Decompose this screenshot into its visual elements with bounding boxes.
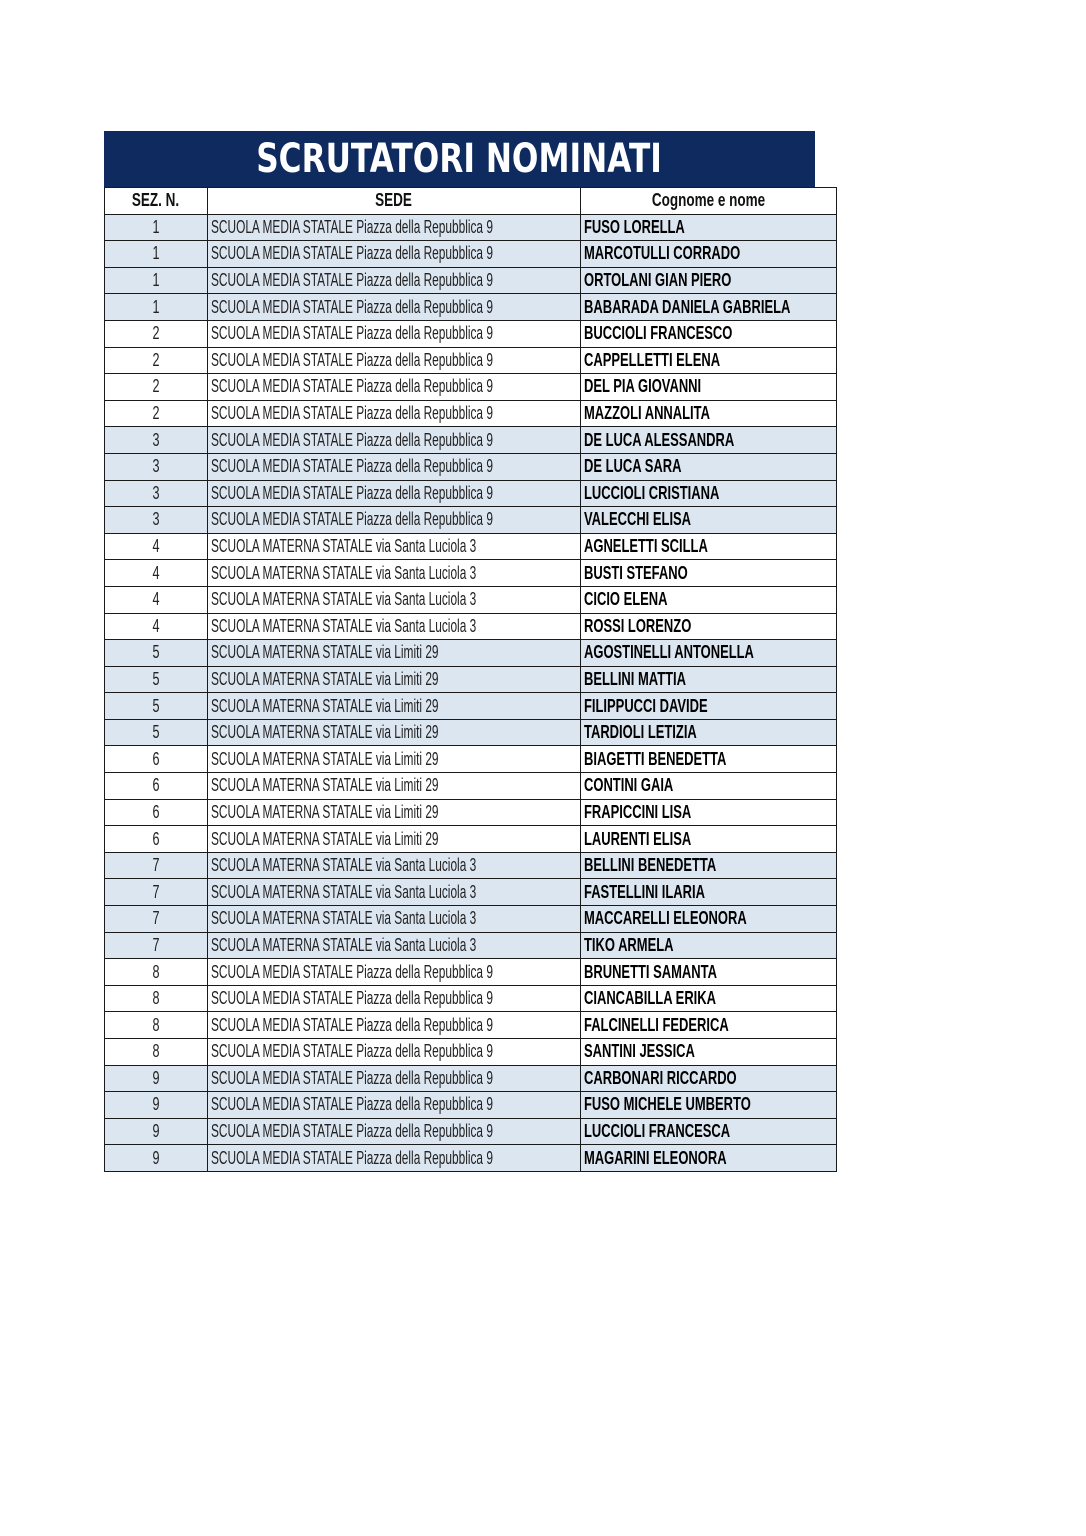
header-sez: SEZ. N. bbox=[105, 188, 208, 215]
section-number-cell: 7 bbox=[105, 932, 208, 959]
officer-name-cell: MAZZOLI ANNALITA bbox=[581, 400, 837, 427]
officer-name-cell: MAGARINI ELEONORA bbox=[581, 1145, 837, 1172]
table-row bbox=[105, 586, 837, 613]
section-number-cell: 3 bbox=[105, 427, 208, 454]
table-row bbox=[105, 985, 837, 1012]
section-number-cell: 7 bbox=[105, 852, 208, 879]
polling-place-cell: SCUOLA MATERNA STATALE via Limiti 29 bbox=[208, 640, 581, 667]
officer-name-cell: CARBONARI RICCARDO bbox=[581, 1065, 837, 1092]
polling-place-cell: SCUOLA MEDIA STATALE Piazza della Repubblica 9 bbox=[208, 427, 581, 454]
polling-place-cell: SCUOLA MATERNA STATALE via Santa Luciola 3 bbox=[208, 852, 581, 879]
section-number-cell: 3 bbox=[105, 480, 208, 507]
table-row bbox=[105, 693, 837, 720]
officer-name-cell: BRUNETTI SAMANTA bbox=[581, 959, 837, 986]
table-row bbox=[105, 959, 837, 986]
section-number-cell: 9 bbox=[105, 1065, 208, 1092]
officer-name-cell: CIANCABILLA ERIKA bbox=[581, 985, 837, 1012]
section-number-cell: 2 bbox=[105, 320, 208, 347]
header-sede: SEDE bbox=[208, 188, 581, 215]
table-row bbox=[105, 1039, 837, 1066]
section-number-cell: 6 bbox=[105, 826, 208, 853]
section-number-cell: 5 bbox=[105, 693, 208, 720]
polling-place-cell: SCUOLA MATERNA STATALE via Limiti 29 bbox=[208, 746, 581, 773]
table-row bbox=[105, 427, 837, 454]
officer-name-cell: LUCCIOLI FRANCESCA bbox=[581, 1118, 837, 1145]
table-row bbox=[105, 347, 837, 374]
table-row bbox=[105, 374, 837, 401]
section-number-cell: 1 bbox=[105, 294, 208, 321]
polling-place-cell: SCUOLA MATERNA STATALE via Limiti 29 bbox=[208, 693, 581, 720]
table-row bbox=[105, 320, 837, 347]
polling-place-cell: SCUOLA MEDIA STATALE Piazza della Repubblica 9 bbox=[208, 507, 581, 534]
table-row bbox=[105, 560, 837, 587]
polling-place-cell: SCUOLA MEDIA STATALE Piazza della Repubblica 9 bbox=[208, 1039, 581, 1066]
officer-name-cell: BUSTI STEFANO bbox=[581, 560, 837, 587]
table-body bbox=[105, 214, 837, 1171]
section-number-cell: 2 bbox=[105, 400, 208, 427]
officer-name-cell: LUCCIOLI CRISTIANA bbox=[581, 480, 837, 507]
section-number-cell: 7 bbox=[105, 906, 208, 933]
table-row bbox=[105, 241, 837, 268]
polling-place-cell: SCUOLA MEDIA STATALE Piazza della Repubblica 9 bbox=[208, 959, 581, 986]
officer-name-cell: FUSO LORELLA bbox=[581, 214, 837, 241]
section-number-cell: 4 bbox=[105, 613, 208, 640]
section-number-cell: 9 bbox=[105, 1145, 208, 1172]
section-number-cell: 5 bbox=[105, 719, 208, 746]
officer-name-cell: FILIPPUCCI DAVIDE bbox=[581, 693, 837, 720]
polling-place-cell: SCUOLA MEDIA STATALE Piazza della Repubblica 9 bbox=[208, 400, 581, 427]
table-row bbox=[105, 666, 837, 693]
polling-place-cell: SCUOLA MEDIA STATALE Piazza della Repubblica 9 bbox=[208, 480, 581, 507]
section-number-cell: 8 bbox=[105, 1012, 208, 1039]
officer-name-cell: DE LUCA SARA bbox=[581, 453, 837, 480]
section-number-cell: 2 bbox=[105, 347, 208, 374]
table-row bbox=[105, 906, 837, 933]
table-header-row bbox=[105, 188, 837, 215]
document-title-bar bbox=[104, 131, 815, 187]
table-row bbox=[105, 480, 837, 507]
officer-name-cell: ORTOLANI GIAN PIERO bbox=[581, 267, 837, 294]
officer-name-cell: FRAPICCINI LISA bbox=[581, 799, 837, 826]
section-number-cell: 1 bbox=[105, 241, 208, 268]
polling-place-cell: SCUOLA MEDIA STATALE Piazza della Repubblica 9 bbox=[208, 985, 581, 1012]
section-number-cell: 2 bbox=[105, 374, 208, 401]
polling-place-cell: SCUOLA MATERNA STATALE via Limiti 29 bbox=[208, 719, 581, 746]
table-row bbox=[105, 214, 837, 241]
polling-place-cell: SCUOLA MEDIA STATALE Piazza della Repubblica 9 bbox=[208, 294, 581, 321]
polling-place-cell: SCUOLA MEDIA STATALE Piazza della Repubblica 9 bbox=[208, 1092, 581, 1119]
table-row bbox=[105, 799, 837, 826]
section-number-cell: 8 bbox=[105, 959, 208, 986]
table-row bbox=[105, 453, 837, 480]
polling-place-cell: SCUOLA MEDIA STATALE Piazza della Repubblica 9 bbox=[208, 347, 581, 374]
section-number-cell: 6 bbox=[105, 746, 208, 773]
polling-place-cell: SCUOLA MATERNA STATALE via Limiti 29 bbox=[208, 799, 581, 826]
section-number-cell: 3 bbox=[105, 507, 208, 534]
polling-place-cell: SCUOLA MEDIA STATALE Piazza della Repubblica 9 bbox=[208, 214, 581, 241]
officer-name-cell: BELLINI MATTIA bbox=[581, 666, 837, 693]
officer-name-cell: FUSO MICHELE UMBERTO bbox=[581, 1092, 837, 1119]
table-row bbox=[105, 613, 837, 640]
officer-name-cell: ROSSI LORENZO bbox=[581, 613, 837, 640]
polling-place-cell: SCUOLA MATERNA STATALE via Santa Luciola 3 bbox=[208, 879, 581, 906]
table-row bbox=[105, 294, 837, 321]
section-number-cell: 6 bbox=[105, 799, 208, 826]
table-row bbox=[105, 400, 837, 427]
table-row bbox=[105, 879, 837, 906]
table-row bbox=[105, 1065, 837, 1092]
polling-place-cell: SCUOLA MEDIA STATALE Piazza della Repubblica 9 bbox=[208, 1145, 581, 1172]
officer-name-cell: BIAGETTI BENEDETTA bbox=[581, 746, 837, 773]
polling-place-cell: SCUOLA MEDIA STATALE Piazza della Repubblica 9 bbox=[208, 1012, 581, 1039]
scrutatori-table bbox=[104, 187, 837, 1172]
officer-name-cell: MARCOTULLI CORRADO bbox=[581, 241, 837, 268]
officer-name-cell: BELLINI BENEDETTA bbox=[581, 852, 837, 879]
section-number-cell: 7 bbox=[105, 879, 208, 906]
table-row bbox=[105, 932, 837, 959]
scrutatori-sheet bbox=[104, 131, 815, 1172]
section-number-cell: 4 bbox=[105, 560, 208, 587]
polling-place-cell: SCUOLA MEDIA STATALE Piazza della Repubblica 9 bbox=[208, 1118, 581, 1145]
table-row bbox=[105, 852, 837, 879]
officer-name-cell: FALCINELLI FEDERICA bbox=[581, 1012, 837, 1039]
table-row bbox=[105, 1145, 837, 1172]
section-number-cell: 8 bbox=[105, 1039, 208, 1066]
officer-name-cell: DEL PIA GIOVANNI bbox=[581, 374, 837, 401]
officer-name-cell: VALECCHI ELISA bbox=[581, 507, 837, 534]
section-number-cell: 4 bbox=[105, 533, 208, 560]
officer-name-cell: AGOSTINELLI ANTONELLA bbox=[581, 640, 837, 667]
officer-name-cell: CAPPELLETTI ELENA bbox=[581, 347, 837, 374]
officer-name-cell: TARDIOLI LETIZIA bbox=[581, 719, 837, 746]
section-number-cell: 9 bbox=[105, 1118, 208, 1145]
officer-name-cell: TIKO ARMELA bbox=[581, 932, 837, 959]
polling-place-cell: SCUOLA MEDIA STATALE Piazza della Repubblica 9 bbox=[208, 267, 581, 294]
officer-name-cell: FASTELLINI ILARIA bbox=[581, 879, 837, 906]
officer-name-cell: SANTINI JESSICA bbox=[581, 1039, 837, 1066]
table-row bbox=[105, 1092, 837, 1119]
polling-place-cell: SCUOLA MATERNA STATALE via Santa Luciola 3 bbox=[208, 533, 581, 560]
officer-name-cell: BABARADA DANIELA GABRIELA bbox=[581, 294, 837, 321]
table-row bbox=[105, 773, 837, 800]
table-row bbox=[105, 267, 837, 294]
officer-name-cell: CICIO ELENA bbox=[581, 586, 837, 613]
polling-place-cell: SCUOLA MATERNA STATALE via Santa Luciola 3 bbox=[208, 613, 581, 640]
polling-place-cell: SCUOLA MATERNA STATALE via Santa Luciola 3 bbox=[208, 932, 581, 959]
section-number-cell: 6 bbox=[105, 773, 208, 800]
section-number-cell: 5 bbox=[105, 640, 208, 667]
table-row bbox=[105, 1118, 837, 1145]
polling-place-cell: SCUOLA MEDIA STATALE Piazza della Repubblica 9 bbox=[208, 320, 581, 347]
officer-name-cell: CONTINI GAIA bbox=[581, 773, 837, 800]
polling-place-cell: SCUOLA MATERNA STATALE via Limiti 29 bbox=[208, 773, 581, 800]
polling-place-cell: SCUOLA MATERNA STATALE via Santa Luciola 3 bbox=[208, 560, 581, 587]
section-number-cell: 9 bbox=[105, 1092, 208, 1119]
polling-place-cell: SCUOLA MATERNA STATALE via Limiti 29 bbox=[208, 826, 581, 853]
section-number-cell: 8 bbox=[105, 985, 208, 1012]
polling-place-cell: SCUOLA MEDIA STATALE Piazza della Repubblica 9 bbox=[208, 1065, 581, 1092]
header-name: Cognome e nome bbox=[581, 188, 837, 215]
section-number-cell: 4 bbox=[105, 586, 208, 613]
document-title: SCRUTATORI NOMINATI bbox=[256, 136, 663, 182]
table-row bbox=[105, 826, 837, 853]
polling-place-cell: SCUOLA MEDIA STATALE Piazza della Repubblica 9 bbox=[208, 241, 581, 268]
section-number-cell: 1 bbox=[105, 214, 208, 241]
section-number-cell: 5 bbox=[105, 666, 208, 693]
table-row bbox=[105, 719, 837, 746]
table-row bbox=[105, 746, 837, 773]
polling-place-cell: SCUOLA MATERNA STATALE via Santa Luciola 3 bbox=[208, 906, 581, 933]
officer-name-cell: MACCARELLI ELEONORA bbox=[581, 906, 837, 933]
polling-place-cell: SCUOLA MEDIA STATALE Piazza della Repubblica 9 bbox=[208, 453, 581, 480]
table-row bbox=[105, 533, 837, 560]
officer-name-cell: DE LUCA ALESSANDRA bbox=[581, 427, 837, 454]
polling-place-cell: SCUOLA MATERNA STATALE via Santa Luciola 3 bbox=[208, 586, 581, 613]
officer-name-cell: AGNELETTI SCILLA bbox=[581, 533, 837, 560]
officer-name-cell: LAURENTI ELISA bbox=[581, 826, 837, 853]
table-row bbox=[105, 640, 837, 667]
table-row bbox=[105, 507, 837, 534]
polling-place-cell: SCUOLA MATERNA STATALE via Limiti 29 bbox=[208, 666, 581, 693]
section-number-cell: 3 bbox=[105, 453, 208, 480]
table-row bbox=[105, 1012, 837, 1039]
section-number-cell: 1 bbox=[105, 267, 208, 294]
officer-name-cell: BUCCIOLI FRANCESCO bbox=[581, 320, 837, 347]
polling-place-cell: SCUOLA MEDIA STATALE Piazza della Repubblica 9 bbox=[208, 374, 581, 401]
